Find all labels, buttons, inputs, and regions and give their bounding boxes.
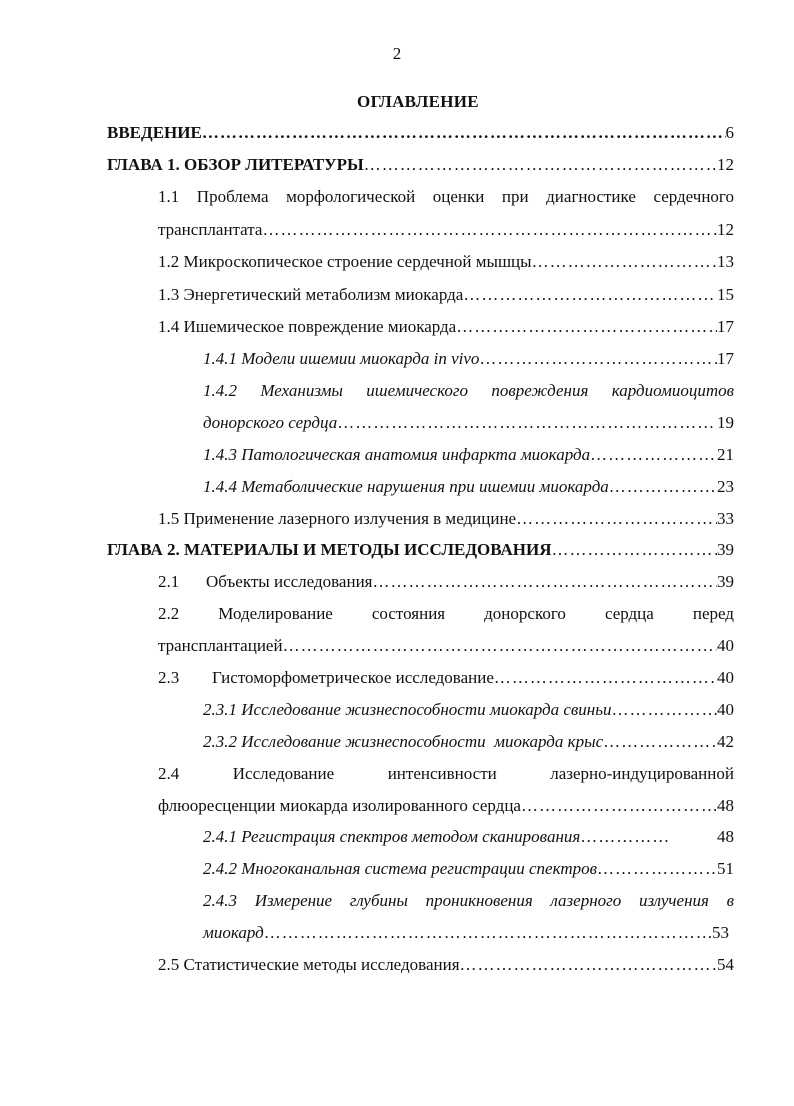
leader-dots <box>552 539 717 561</box>
leader-dots <box>590 444 717 466</box>
toc-word: Моделирование <box>218 604 333 623</box>
toc-entry-label: 1.4.4 Метаболические нарушения при ишемии миокарда <box>203 477 609 496</box>
toc-entry-1-2[interactable] <box>158 251 734 273</box>
toc-page-ref: 33 <box>717 509 734 528</box>
toc-page-ref: 40 <box>717 668 734 687</box>
toc-entry-introduction[interactable] <box>107 122 734 144</box>
leader-dots <box>262 219 717 241</box>
toc-page-ref: 39 <box>717 572 734 591</box>
toc-entry-2-3[interactable] <box>158 667 734 689</box>
toc-entry-label: 1.4.3 Патологическая анатомия инфаркта миокарда <box>203 445 591 464</box>
page-number: 2 <box>392 44 402 63</box>
toc-entry-number: 2.1 <box>158 572 180 591</box>
toc-entry-label: 1.3 Энергетический метаболизм миокарда <box>158 285 464 304</box>
leader-dots <box>364 154 717 176</box>
toc-entry-2-3-1[interactable] <box>203 699 734 721</box>
leader-dots <box>460 954 717 976</box>
toc-word: Исследование <box>232 764 335 783</box>
toc-entry-label: 2.3.1 Исследование жизнеспособности миокарда свиньи <box>203 700 612 719</box>
toc-entry-2-2-line1[interactable] <box>158 603 734 625</box>
toc-entry-1-3[interactable] <box>158 284 734 306</box>
toc-entry-label: трансплантацией <box>158 636 283 655</box>
toc-page-ref: 17 <box>717 349 734 368</box>
toc-entry-number: 2.4 <box>158 764 180 783</box>
toc-entry-number: 2.3 <box>158 668 180 687</box>
toc-page-ref: 42 <box>717 732 734 751</box>
toc-entry-label: 1.5 Применение лазерного излучения в медицине <box>158 509 517 528</box>
toc-page-ref: 51 <box>717 859 734 878</box>
toc-entry-1-4-2-line1[interactable]: 1.4.2 Механизмы ишемического повреждения кардиомиоцитов <box>203 381 734 400</box>
toc-page-ref: 39 <box>717 540 734 559</box>
toc-entry-label: миокард <box>203 923 264 942</box>
toc-page-ref: 6 <box>725 123 734 142</box>
toc-entry-2-1[interactable] <box>158 571 734 593</box>
toc-entry-label: ГЛАВА 2. МАТЕРИАЛЫ И МЕТОДЫ ИССЛЕДОВАНИЯ <box>107 540 552 559</box>
toc-entry-label: Объекты исследования <box>206 572 373 591</box>
toc-entry-2-4-1[interactable] <box>203 826 734 848</box>
toc-page-ref: 17 <box>717 317 734 336</box>
leader-dots <box>609 476 717 498</box>
toc-page-ref: 12 <box>717 155 734 174</box>
toc-entry-label: 2.4.1 Регистрация спектров методом сканирования <box>203 827 581 846</box>
leader-dots <box>603 731 717 753</box>
toc-page-ref: 53 <box>712 923 729 942</box>
toc-entry-label: ВВЕДЕНИЕ <box>107 123 202 142</box>
toc-entry-label: донорского сердца <box>203 413 338 432</box>
toc-page-ref: 48 <box>717 796 734 815</box>
toc-entry-label: 1.2 Микроскопическое строение сердечной мышцы <box>158 252 532 271</box>
toc-entry-1-4[interactable] <box>158 316 734 338</box>
toc-entry-label: 2.5 Статистические методы исследования <box>158 955 460 974</box>
leader-dots <box>264 922 712 944</box>
toc-entry-chapter-1[interactable] <box>107 154 734 176</box>
toc-page-ref: 15 <box>717 285 734 304</box>
toc-entry-1-1-line1[interactable]: 1.1 Проблема морфологической оценки при диагностике сердечного <box>158 187 734 206</box>
page-title: ОГЛАВЛЕНИЕ <box>357 92 479 111</box>
leader-dots <box>479 348 717 370</box>
leader-dots <box>283 635 717 657</box>
toc-page-ref: 13 <box>717 252 734 271</box>
toc-word: лазерно-индуцированной <box>550 764 734 783</box>
toc-page-ref: 48 <box>717 827 734 846</box>
toc-page-ref: 23 <box>717 477 734 496</box>
toc-entry-label: 2.4.2 Многоканальная система регистрации спектров <box>203 859 597 878</box>
toc-entry-1-4-4[interactable] <box>203 476 734 498</box>
toc-entry-label: ГЛАВА 1. ОБЗОР ЛИТЕРАТУРЫ <box>107 155 364 174</box>
toc-entry-2-4-3[interactable] <box>203 922 729 944</box>
toc-page-ref: 21 <box>717 445 734 464</box>
toc-entry-1-4-3[interactable] <box>203 444 734 466</box>
leader-dots <box>597 858 717 880</box>
toc-page-ref: 40 <box>717 700 734 719</box>
toc-entry-2-3-2[interactable] <box>203 731 734 753</box>
toc-entry-2-4-line1[interactable] <box>158 763 734 785</box>
toc-entry-2-2[interactable] <box>158 635 734 657</box>
leader-dots <box>202 122 726 144</box>
leader-dots <box>372 571 717 593</box>
leader-dots <box>456 316 717 338</box>
toc-entry-2-4-3-line1[interactable]: 2.4.3 Измерение глубины проникновения лазерного излучения в <box>203 891 734 910</box>
toc-word: сердца <box>604 604 654 623</box>
toc-entry-1-5[interactable] <box>158 508 734 530</box>
leader-dots <box>611 699 717 721</box>
toc-entry-label: 2.3.2 Исследование жизнеспособности миокарда крыс <box>203 732 604 751</box>
toc-entry-label: Гистоморфометрическое исследование <box>212 668 494 687</box>
leader-dots <box>521 795 717 817</box>
toc-entry-2-4-2[interactable] <box>203 858 734 880</box>
toc-word: интенсивности <box>387 764 497 783</box>
leader-dots <box>337 412 717 434</box>
toc-entry-1-4-1[interactable] <box>203 348 734 370</box>
toc-entry-label: 1.4 Ишемическое повреждение миокарда <box>158 317 457 336</box>
toc-page-ref: 40 <box>717 636 734 655</box>
toc-entry-number: 2.2 <box>158 604 180 623</box>
toc-page-ref: 19 <box>717 413 734 432</box>
toc-word: состояния <box>371 604 446 623</box>
toc-entry-label: 1.4.1 Модели ишемии миокарда in vivo <box>203 349 480 368</box>
leader-dots <box>532 251 717 273</box>
toc-word: донорского <box>484 604 566 623</box>
toc-page-ref: 12 <box>717 220 734 239</box>
toc-entry-1-1[interactable] <box>158 219 734 241</box>
leader-dots <box>494 667 717 689</box>
toc-entry-label: флюоресценции миокарда изолированного сердца <box>158 796 521 815</box>
leader-dots <box>463 284 717 306</box>
toc-entry-1-4-2[interactable] <box>203 412 734 434</box>
leader-dots <box>516 508 717 530</box>
toc-page-ref: 54 <box>717 955 734 974</box>
toc-entry-2-4[interactable] <box>158 795 734 817</box>
toc-entry-label: трансплантата <box>158 220 263 239</box>
toc-entry-chapter-2[interactable] <box>107 539 734 561</box>
toc-entry-2-5[interactable] <box>158 954 734 976</box>
leader-dots <box>580 826 668 848</box>
toc-word: перед <box>692 604 734 623</box>
